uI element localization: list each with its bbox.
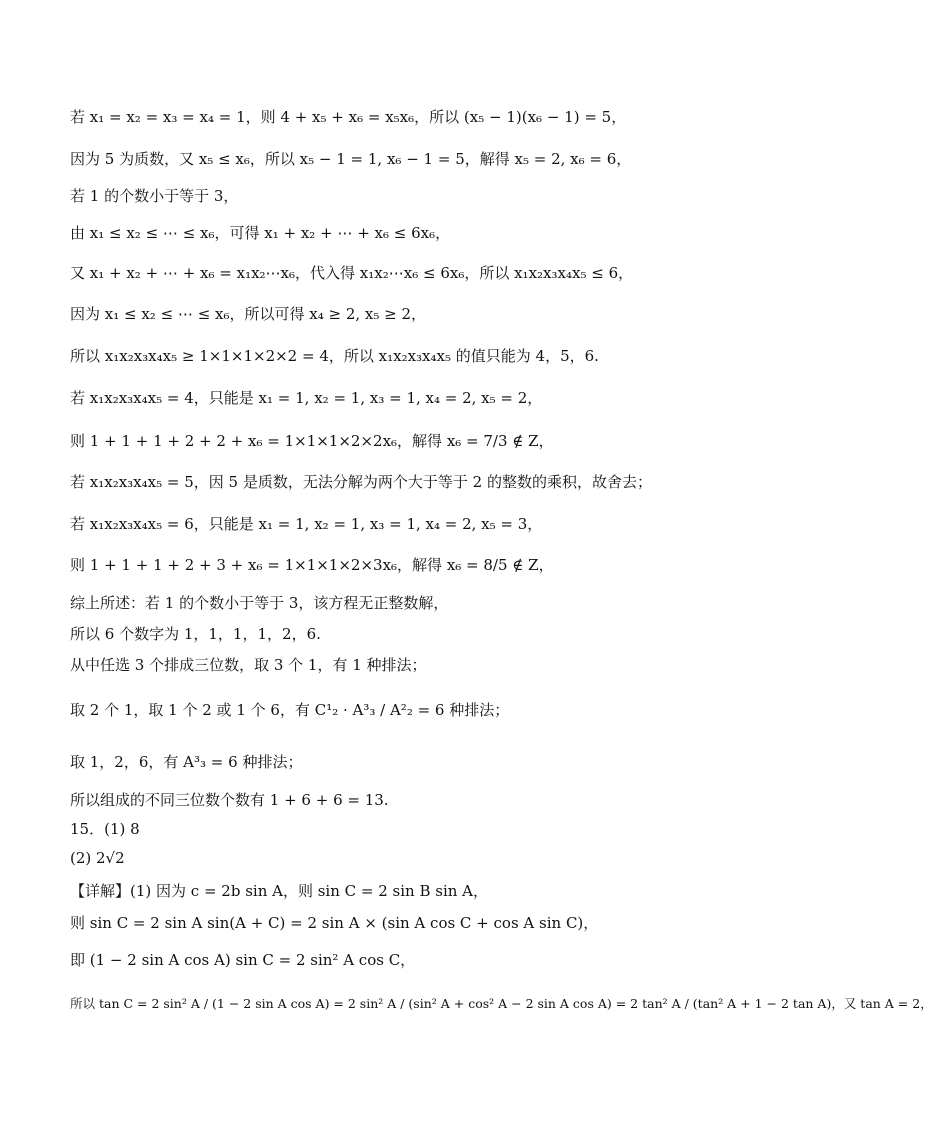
text-line: 即 (1 − 2 sin A cos A) sin C = 2 sin² A cos C， bbox=[70, 951, 416, 969]
text-line: 则 1 + 1 + 1 + 2 + 3 + x₆ = 1×1×1×2×3x₆，解得 x₆ = 8/5 ∉ Z， bbox=[70, 556, 554, 574]
text-line: 若 1 的个数小于等于 3， bbox=[70, 187, 239, 205]
text-line: 所以 x₁x₂x₃x₄x₅ ≥ 1×1×1×2×2 = 4，所以 x₁x₂x₃x₄x₅ 的值只能为 4，5，6. bbox=[70, 347, 599, 365]
text-line: 若 x₁x₂x₃x₄x₅ = 4，只能是 x₁ = 1, x₂ = 1, x₃ = 1, x₄ = 2, x₅ = 2， bbox=[70, 389, 543, 407]
text-line: 若 x₁x₂x₃x₄x₅ = 6，只能是 x₁ = 1, x₂ = 1, x₃ = 1, x₄ = 2, x₅ = 3， bbox=[70, 515, 543, 533]
text-line: 综上所述：若 1 的个数小于等于 3，该方程无正整数解， bbox=[70, 594, 449, 612]
text-line: 又 x₁ + x₂ + ⋯ + x₆ = x₁x₂⋯x₆，代入得 x₁x₂⋯x₆ ≤ 6x₆，所以 x₁x₂x₃x₄x₅ ≤ 6， bbox=[70, 264, 634, 282]
text-line: 因为 5 为质数，又 x₅ ≤ x₆，所以 x₅ − 1 = 1, x₆ − 1 = 5，解得 x₅ = 2, x₆ = 6， bbox=[70, 150, 632, 168]
text-line: 所以 6 个数字为 1，1，1，1，2，6. bbox=[70, 625, 321, 643]
text-line: 则 sin C = 2 sin A sin(A + C) = 2 sin A × (sin A cos C + cos A sin C)， bbox=[70, 914, 599, 932]
text-line: (2) 2√2 bbox=[70, 849, 125, 867]
text-line: 若 x₁x₂x₃x₄x₅ = 5，因 5 是质数，无法分解为两个大于等于 2 的整数的乘积，故舍去； bbox=[70, 473, 652, 491]
text-line: 由 x₁ ≤ x₂ ≤ ⋯ ≤ x₆，可得 x₁ + x₂ + ⋯ + x₆ ≤ 6x₆， bbox=[70, 224, 451, 242]
text-line: 因为 x₁ ≤ x₂ ≤ ⋯ ≤ x₆，所以可得 x₄ ≥ 2, x₅ ≥ 2， bbox=[70, 305, 427, 323]
text-line: 【详解】(1) 因为 c = 2b sin A，则 sin C = 2 sin B sin A， bbox=[70, 882, 489, 900]
text-line: 取 2 个 1，取 1 个 2 或 1 个 6，有 C¹₂ · A³₃ / A²₂ = 6 种排法； bbox=[70, 701, 510, 719]
text-line: 15．(1) 8 bbox=[70, 820, 140, 838]
text-line: 所以组成的不同三位数个数有 1 + 6 + 6 = 13. bbox=[70, 791, 389, 809]
text-line: 则 1 + 1 + 1 + 2 + 2 + x₆ = 1×1×1×2×2x₆，解得 x₆ = 7/3 ∉ Z， bbox=[70, 432, 554, 450]
text-line: 若 x₁ = x₂ = x₃ = x₄ = 1，则 4 + x₅ + x₆ = x₅x₆，所以 (x₅ − 1)(x₆ − 1) = 5， bbox=[70, 108, 627, 126]
text-line: 取 1，2，6，有 A³₃ = 6 种排法； bbox=[70, 753, 303, 771]
text-line: 从中任选 3 个排成三位数，取 3 个 1，有 1 种排法； bbox=[70, 656, 427, 674]
text-line: 所以 tan C = 2 sin² A / (1 − 2 sin A cos A) = 2 sin² A / (sin² A + cos² A − 2 sin A cos A) = 2 tan² A / (tan² A + 1 − 2 tan A)，又 tan A = 2， bbox=[70, 996, 933, 1011]
